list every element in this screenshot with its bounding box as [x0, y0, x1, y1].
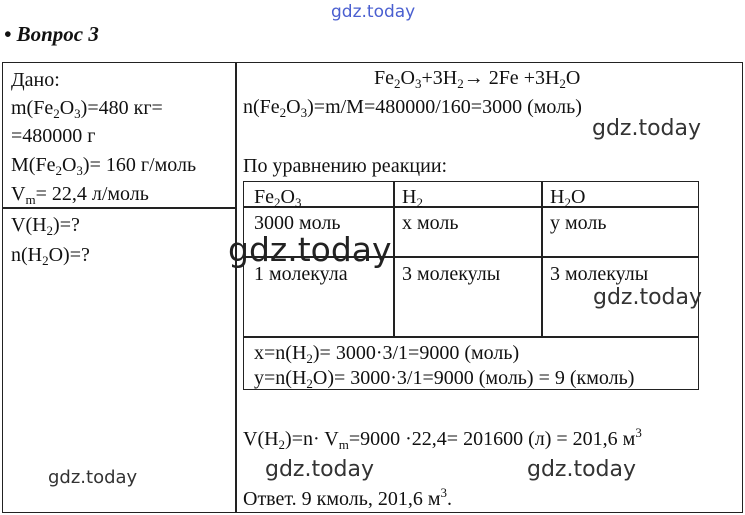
table-cell: 3 молекулы — [402, 263, 501, 285]
watermark: gdz.today — [593, 285, 703, 310]
table-header-fe2o3: $Fe_2O_3$ — [254, 186, 302, 210]
frame-divider — [235, 62, 237, 513]
given-molar-mass: $M(Fe_2O_3)= 160$ г/моль — [11, 154, 197, 178]
question-heading: • Вопрос 3 — [4, 22, 99, 46]
table-cell: y моль — [550, 212, 607, 234]
find-amount: $n(H_2O)=$? — [11, 244, 90, 268]
reaction-equation: $Fe_2O_3+3H_2\to 2Fe +3H_2O$ — [374, 67, 581, 91]
table-row-line — [243, 336, 699, 338]
x-calculation: $x=n(H_2)= 3000\cdot 3/1=9000$ (моль) — [254, 342, 520, 366]
volume-calculation: $V(H_2)=n\cdot V_m=9000 \cdot 22,4= 201600$ (л) = 201,6 $м^3$ — [243, 425, 642, 452]
table-header-h2: $H_2$ — [402, 186, 423, 210]
watermark: gdz.today — [592, 116, 702, 141]
given-divider — [2, 207, 236, 209]
given-mass: $m(Fe_2O_3)=480$ кг= — [11, 97, 163, 121]
table-col-line — [541, 181, 543, 337]
watermark: gdz.today — [228, 230, 392, 269]
table-col-line — [393, 181, 395, 337]
watermark-top: gdz.today — [331, 2, 416, 22]
watermark: gdz.today — [48, 467, 138, 488]
table-cell: 3 молекулы — [550, 263, 649, 285]
table-cell: x моль — [402, 212, 459, 234]
table-row-line — [243, 206, 699, 208]
by-equation-label: По уравнению реакции: — [243, 155, 448, 177]
watermark: gdz.today — [265, 457, 375, 482]
given-mass-grams: =480000 г — [11, 125, 96, 147]
find-volume: $V(H_2)=$? — [11, 214, 80, 238]
answer: Ответ. 9 кмоль, 201,6 $м^3$. — [243, 485, 452, 510]
table-cell: 3000 моль — [254, 212, 341, 234]
given-label: Дано: — [11, 69, 60, 91]
watermark: gdz.today — [527, 457, 637, 482]
y-calculation: $y=n(H_2O)= 3000\cdot 3/1=9000$ (моль) = 9 (кмоль) — [254, 367, 635, 391]
amount-calculation: $n(Fe_2O_3)=m/M=480000/160=3000$ (моль) — [243, 96, 582, 120]
table-cell: 1 молекула — [254, 263, 348, 285]
table-header-h2o: $H_2O$ — [550, 186, 586, 210]
given-molar-volume: $V_m= 22,4$ л/моль — [11, 183, 149, 207]
